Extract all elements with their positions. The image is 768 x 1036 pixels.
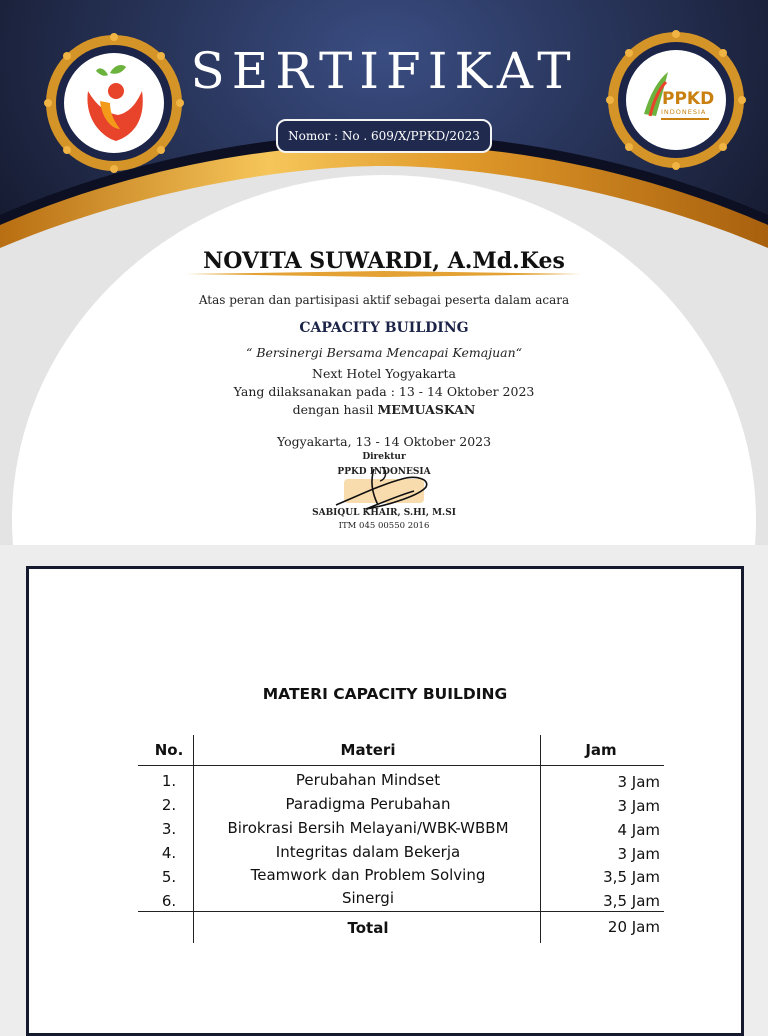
row-materi: Paradigma Perubahan [285, 795, 451, 813]
ppkd-logo-icon [606, 30, 746, 170]
row-no: 4. [161, 844, 177, 862]
row-materi: Teamwork dan Problem Solving [250, 866, 486, 884]
total-value: 20 Jam [607, 918, 660, 936]
event-venue: Next Hotel Yogyakarta [312, 366, 456, 381]
row-no: 6. [161, 892, 177, 910]
row-materi: Birokrasi Bersih Melayani/WBK-WBBM [227, 819, 509, 837]
result-line [0, 402, 768, 417]
row-materi: Sinergi [341, 889, 395, 907]
ppkd-logo-text: PPKD [662, 89, 715, 109]
total-label: Total [347, 919, 389, 937]
organization-logo-icon [44, 33, 184, 173]
materials-table [29, 569, 741, 1029]
row-jam: 3 Jam [617, 845, 660, 863]
certificate-title: SERTIFIKAT [190, 42, 578, 100]
column-divider-1 [193, 735, 194, 943]
ppkd-logo-subtext: INDONESIA [661, 108, 707, 116]
signer-id: ITM 045 00550 2016 [338, 521, 430, 531]
row-no: 5. [161, 868, 177, 886]
event-date: Yang dilaksanakan pada : 13 - 14 Oktober 2023 [233, 384, 535, 399]
row-no: 1. [161, 772, 177, 790]
row-no: 3. [161, 820, 177, 838]
row-jam: 4 Jam [617, 821, 660, 839]
materials-page [26, 566, 744, 1036]
place-date: Yogyakarta, 13 - 14 Oktober 2023 [276, 434, 492, 449]
header-jam: Jam [585, 741, 617, 759]
signer-name: SABIQUL KHAIR, S.HI, M.SI [312, 508, 456, 518]
row-materi: Perubahan Mindset [295, 771, 441, 789]
header-materi: Materi [340, 741, 396, 759]
result-prefix: dengan hasil [292, 402, 378, 417]
signer-org: PPKD INDONESIA [337, 467, 431, 477]
header-rule [138, 765, 664, 766]
result-value: MEMUASKAN [377, 402, 476, 417]
column-divider-2 [540, 735, 541, 943]
row-materi: Integritas dalam Bekerja [275, 843, 461, 861]
row-jam: 3,5 Jam [603, 892, 660, 910]
recipient-name: NOVITA SUWARDI, A.Md.Kes [203, 248, 565, 274]
intro-text: Atas peran dan partisipasi aktif sebagai peserta dalam acara [198, 293, 570, 307]
row-no: 2. [161, 796, 177, 814]
row-jam: 3,5 Jam [603, 868, 660, 886]
event-theme: “ Bersinergi Bersama Mencapai Kemajuan“ [245, 345, 523, 360]
signer-role: Direktur [362, 452, 406, 462]
row-jam: 3 Jam [617, 773, 660, 791]
event-name: CAPACITY BUILDING [299, 320, 469, 336]
row-jam: 3 Jam [617, 797, 660, 815]
total-rule [138, 911, 664, 912]
materials-title: MATERI CAPACITY BUILDING [262, 685, 508, 703]
header-no: No. [154, 741, 184, 759]
certificate-number-badge: Nomor : No . 609/X/PPKD/2023 [276, 119, 492, 153]
